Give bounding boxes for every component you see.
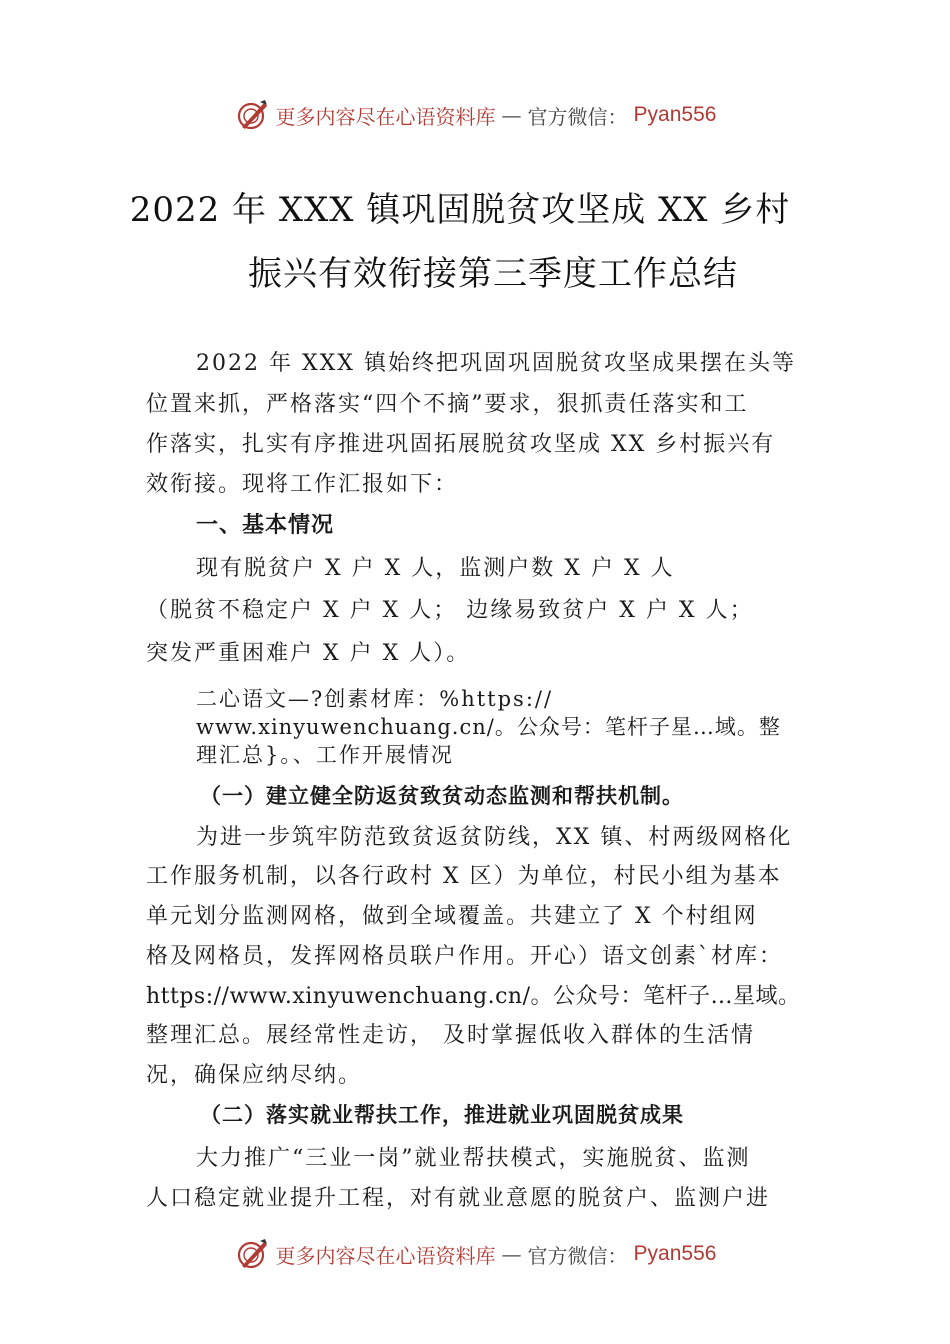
doc-title-line1: 2022 年 XXX 镇巩固脱贫攻坚成 XX 乡村 xyxy=(129,190,791,230)
paragraph-line: 人口稳定就业提升工程，对有就业意愿的脱贫户、监测户进 xyxy=(146,1186,771,1211)
banner-dash: — xyxy=(501,1242,522,1266)
paragraph-line: 二心语文—?创素材库：%https:// xyxy=(196,687,554,711)
banner-text: 更多内容尽在心语资料库 xyxy=(275,104,496,129)
banner-text: 更多内容尽在心语资料库 xyxy=(275,1243,496,1268)
paragraph-line: 理汇总}。、工作开展情况 xyxy=(196,743,454,767)
header-banner xyxy=(0,95,950,135)
paragraph-line: 况，确保应纳尽纳。 xyxy=(146,1063,363,1088)
doc-title-line2: 振兴有效衔接第三季度工作总结 xyxy=(248,254,738,294)
paragraph-line: 整理汇总。展经常性走访， 及时掌握低收入群体的生活情 xyxy=(146,1023,755,1048)
paragraph-line: 工作服务机制，以各行政村 X 区）为单位，村民小组为基本 xyxy=(146,864,782,889)
paragraph-line: 格及网格员，发挥网格员联户作用。开心）语文创素`材库： xyxy=(146,944,784,969)
paragraph-line: https://www.xinyuwenchuang.cn/。公众号：笔杆子…星域。 xyxy=(146,984,801,1009)
banner-wechat-id: Pyan556 xyxy=(633,103,717,126)
banner-wechat-label: 官方微信： xyxy=(527,104,628,129)
paragraph-line: 大力推广“三业一岗”就业帮扶模式，实施脱贫、监测 xyxy=(196,1146,751,1171)
subsection-heading: （二）落实就业帮扶工作，推进就业巩固脱贫成果 xyxy=(200,1102,684,1127)
section-heading: 一、基本情况 xyxy=(196,513,335,538)
banner-dash: — xyxy=(501,103,522,127)
paragraph-line: 突发严重困难户 X 户 X 人）。 xyxy=(146,641,471,666)
paragraph-line: 作落实，扎实有序推进巩固拓展脱贫攻坚成 XX 乡村振兴有 xyxy=(146,432,776,457)
paragraph-line: 现有脱贫户 X 户 X 人，监测户数 X 户 X 人 xyxy=(196,556,675,581)
paragraph-line: 2022 年 XXX 镇始终把巩固巩固脱贫攻坚成果摆在头等 xyxy=(196,351,796,376)
subsection-heading: （一）建立健全防返贫致贫动态监测和帮扶机制。 xyxy=(200,783,684,808)
paragraph-line: （脱贫不稳定户 X 户 X 人； 边缘易致贫户 X 户 X 人； xyxy=(146,598,754,623)
pen-logo-icon xyxy=(234,97,270,133)
paragraph-line: 单元划分监测网格，做到全域覆盖。共建立了 X 个村组网 xyxy=(146,904,758,929)
banner-wechat-label: 官方微信： xyxy=(527,1243,628,1268)
footer-banner xyxy=(0,1234,950,1274)
paragraph-line: www.xinyuwenchuang.cn/。公众号：笔杆子星…域。整 xyxy=(196,715,781,739)
paragraph-line: 效衔接。现将工作汇报如下： xyxy=(146,472,459,497)
pen-logo-icon xyxy=(234,1236,270,1272)
banner-wechat-id: Pyan556 xyxy=(633,1242,717,1265)
paragraph-line: 为进一步筑牢防范致贫返贫防线，XX 镇、村两级网格化 xyxy=(196,825,793,850)
paragraph-line: 位置来抓，严格落实“四个不摘”要求，狠抓责任落实和工 xyxy=(146,392,749,417)
